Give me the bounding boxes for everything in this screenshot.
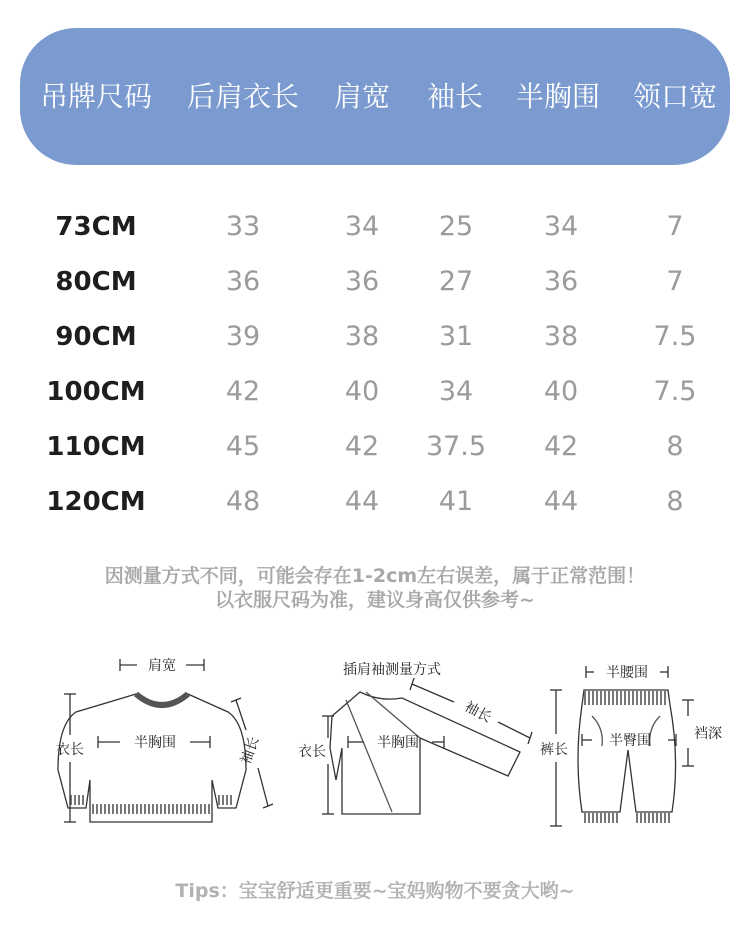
size-cell: 110CM bbox=[46, 432, 146, 462]
diagram-label-waist: 半腰围 bbox=[606, 665, 648, 681]
value-cell: 34 bbox=[344, 211, 380, 242]
value-cell: 45 bbox=[225, 431, 261, 462]
header-size-label: 吊牌尺码 bbox=[39, 80, 153, 113]
diagram-label-raglan-chest: 半胸围 bbox=[377, 735, 419, 751]
value-cell: 8 bbox=[666, 431, 684, 462]
value-cell: 7.5 bbox=[653, 376, 697, 407]
header-sleeve: 袖长 bbox=[426, 80, 484, 113]
value-cell: 44 bbox=[344, 486, 380, 517]
diagram-label-raglan-title: 插肩袖测量方式 bbox=[343, 662, 441, 678]
header-chest: 半胸围 bbox=[515, 80, 601, 113]
value-cell: 7 bbox=[666, 211, 684, 242]
diagram-label-hip: 半臀围 bbox=[609, 733, 651, 749]
diagram-label-length: 衣长 bbox=[56, 742, 84, 758]
value-cell: 27 bbox=[438, 266, 474, 297]
size-cell: 120CM bbox=[46, 487, 146, 517]
value-cell: 38 bbox=[543, 321, 579, 352]
value-cell: 34 bbox=[543, 211, 579, 242]
value-cell: 36 bbox=[344, 266, 380, 297]
header-neck: 领口宽 bbox=[632, 80, 718, 113]
value-cell: 7 bbox=[666, 266, 684, 297]
footer-tips: Tips：宝宝舒适更重要~宝妈购物不要贪大哟~ bbox=[175, 880, 575, 902]
diagram-label-chest: 半胸围 bbox=[134, 735, 176, 751]
value-cell: 40 bbox=[344, 376, 380, 407]
value-cell: 7.5 bbox=[653, 321, 697, 352]
raglan-illustration bbox=[322, 678, 532, 814]
value-cell: 36 bbox=[225, 266, 261, 297]
diagram-label-rise: 裆深 bbox=[694, 726, 722, 742]
value-cell: 44 bbox=[543, 486, 579, 517]
size-advice-note: 以衣服尺码为准，建议身高仅供参考~ bbox=[215, 589, 535, 611]
diagram-label-sleeve: 袖长 bbox=[237, 734, 263, 767]
value-cell: 48 bbox=[225, 486, 261, 517]
value-cell: 37.5 bbox=[425, 431, 487, 462]
header-shoulder: 肩宽 bbox=[333, 80, 391, 113]
diagram-label-raglan-sleeve: 袖长 bbox=[461, 698, 494, 727]
size-cell: 90CM bbox=[55, 322, 137, 352]
value-cell: 8 bbox=[666, 486, 684, 517]
value-cell: 41 bbox=[438, 486, 474, 517]
value-cell: 31 bbox=[438, 321, 474, 352]
value-cell: 39 bbox=[225, 321, 261, 352]
size-cell: 100CM bbox=[46, 377, 146, 407]
value-cell: 38 bbox=[344, 321, 380, 352]
diagram-label-pants-length: 裤长 bbox=[540, 742, 568, 758]
size-cell: 80CM bbox=[55, 267, 137, 297]
value-cell: 40 bbox=[543, 376, 579, 407]
diagram-label-shoulder: 肩宽 bbox=[148, 658, 176, 674]
size-cell: 73CM bbox=[55, 212, 137, 242]
value-cell: 33 bbox=[225, 211, 261, 242]
value-cell: 42 bbox=[543, 431, 579, 462]
value-cell: 42 bbox=[225, 376, 261, 407]
diagram-label-raglan-length: 衣长 bbox=[298, 744, 326, 760]
measurement-note: 因测量方式不同，可能会存在1-2cm左右误差，属于正常范围！ bbox=[104, 565, 646, 587]
header-back-length: 后肩衣长 bbox=[186, 80, 300, 113]
value-cell: 34 bbox=[438, 376, 474, 407]
value-cell: 36 bbox=[543, 266, 579, 297]
value-cell: 25 bbox=[438, 211, 474, 242]
value-cell: 42 bbox=[344, 431, 380, 462]
